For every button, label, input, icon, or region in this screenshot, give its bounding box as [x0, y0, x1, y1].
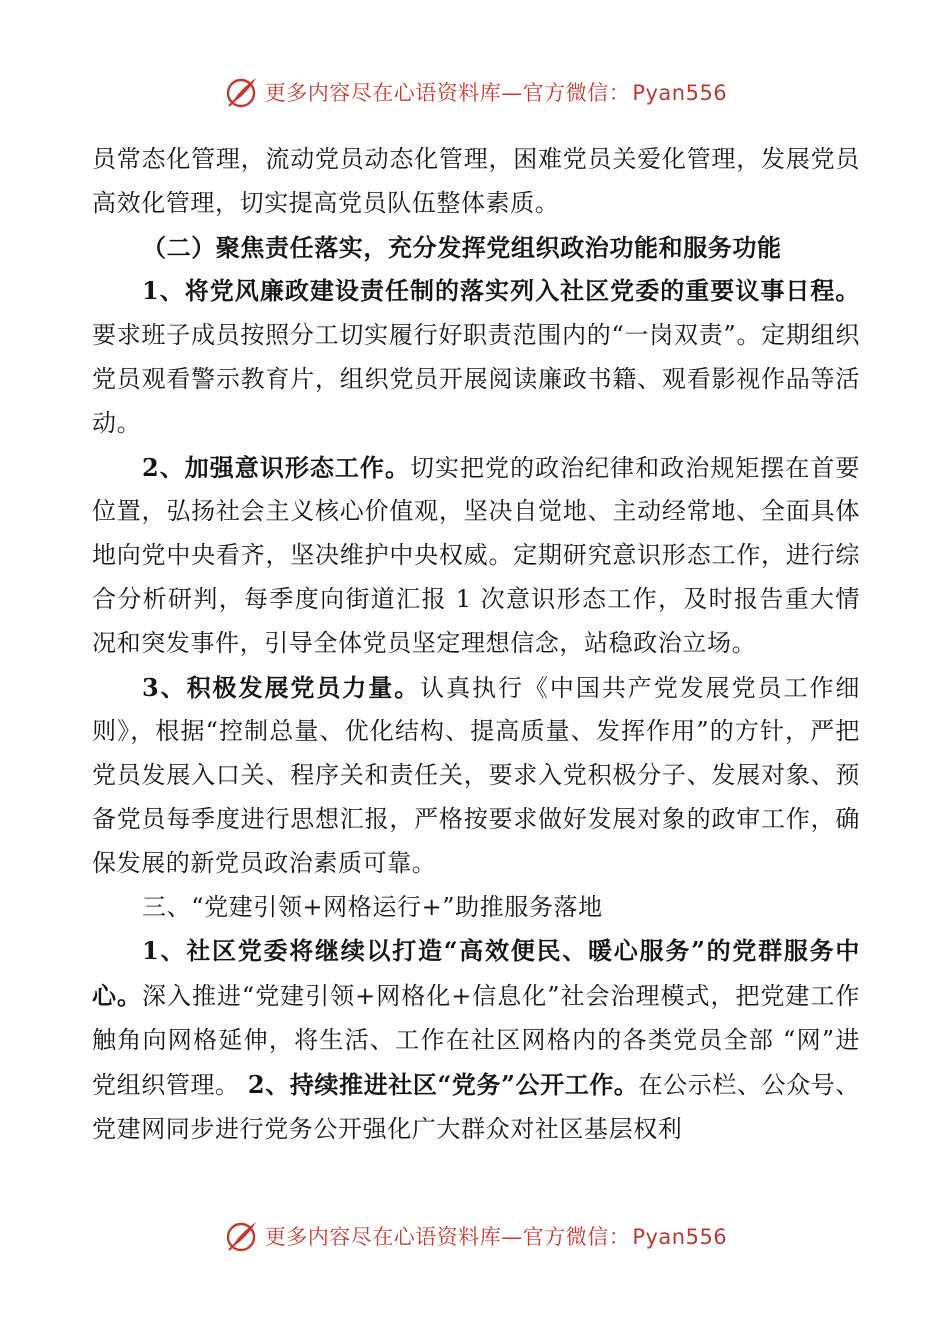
- section-heading-2: （二）聚焦责任落实，充分发挥党组织政治功能和服务功能: [142, 232, 782, 262]
- item-2-title: 2、加强意识形态工作。: [142, 452, 410, 482]
- item-3-title: 3、积极发展党员力量。: [142, 672, 421, 702]
- section-heading-3: 三、“党建引领+网格运行+”助推服务落地: [142, 892, 603, 921]
- item-4-text: 深入推进“党建引领+网格化+信息化”社会治理模式，把党建工作触角向网格延伸，将生活、工作在社区网格内的各类党员全部 “网”进党组织管理。: [92, 982, 860, 1099]
- watermark-text-cn: 更多内容尽在心语资料库—官方微信：: [264, 1225, 631, 1249]
- item-4-title: 1、社区党委将继续以打造“高效便民、暖心服务”的党群服务中心。: [92, 936, 860, 1011]
- watermark-text: [265, 1221, 727, 1251]
- paragraph-item-4: [92, 929, 860, 1151]
- footer-watermark: [0, 1216, 950, 1256]
- quill-pen-logo-icon: [223, 1218, 259, 1254]
- watermark-wechat-id: Pyan556: [632, 81, 728, 105]
- quill-pen-logo-icon: [223, 74, 259, 110]
- watermark-text: [265, 77, 727, 107]
- paragraph-continuation: 员常态化管理，流动党员动态化管理，困难党员关爱化管理，发展党员高效化管理，切实提高党员队伍整体素质。: [92, 145, 860, 217]
- item-2-text: 切实把党的政治纪律和政治规矩摆在首要位置，弘扬社会主义核心价值观，坚决自觉地、主动经常地、全面具体地向党中央看齐，坚决维护中央权威。定期研究意识形态工作，进行综合分析研判，每季度向街道汇报 1 次意识形态工作，及时报告重大情况和突发事件，引导全体党员坚定理想信念，站稳政治立场。: [92, 453, 860, 657]
- item-3-text: 认真执行《中国共产党发展党员工作细则》，根据“控制总量、优化结构、提高质量、发挥作用”的方针，严把党员发展入口关、程序关和责任关，要求入党积极分子、发展对象、预备党员每季度进行思想汇报，严格按要求做好发展对象的政审工作，确保发展的新党员政治素质可靠。: [92, 673, 860, 877]
- document-body: [92, 138, 860, 1151]
- header-watermark: [0, 72, 950, 112]
- watermark-text-cn: 更多内容尽在心语资料库—官方微信：: [264, 81, 631, 105]
- watermark-wechat-id: Pyan556: [632, 1225, 728, 1249]
- paragraph-item-3: [92, 666, 860, 886]
- paragraph-item-2: [92, 446, 860, 666]
- paragraph-item-1: [92, 269, 860, 445]
- item-1-text: 要求班子成员按照分工切实履行好职责范围内的“一岗双责”。定期组织党员观看警示教育片，组织党员开展阅读廉政书籍、观看影视作品等活动。: [92, 321, 860, 437]
- item-5-title: 2、持续推进社区“党务”公开工作。: [247, 1069, 639, 1099]
- item-5-text: 在公示栏、公众号、党建网同步进行党务公开强化广大群众对社区基层权利: [92, 1070, 861, 1143]
- item-1-title: 1、将党风廉政建设责任制的落实列入社区党委的重要议事日程。: [142, 276, 860, 306]
